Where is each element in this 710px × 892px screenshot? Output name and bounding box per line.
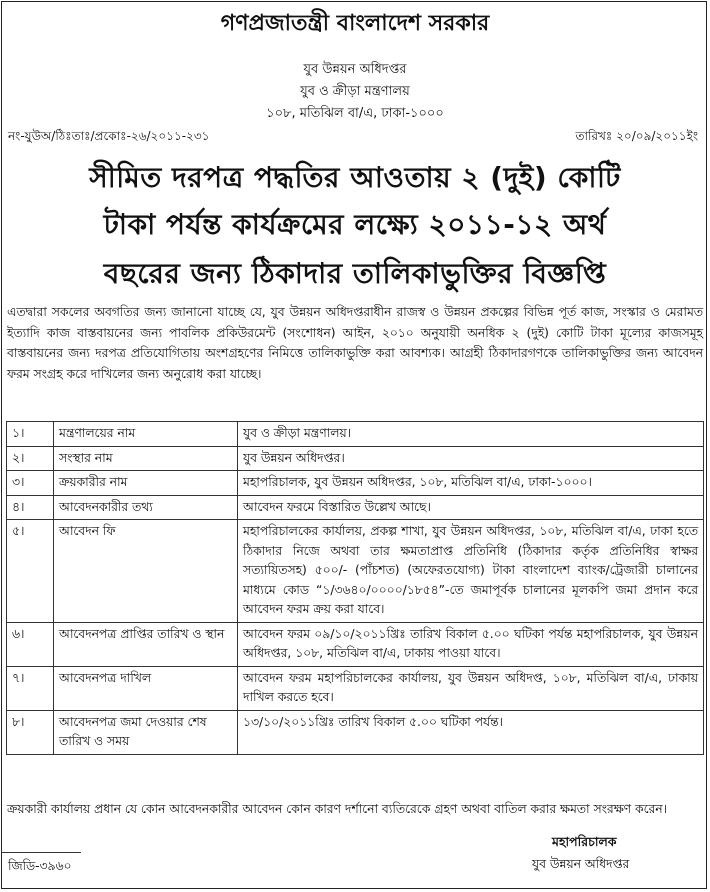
department-name: যুব উন্নয়ন অধিদপ্তর <box>303 62 407 77</box>
row-value: মহাপরিচালক, যুব উন্নয়ন অধিদপ্তর, ১০৮, মতিঝিল বা/এ, ঢাকা-১০০০। <box>238 471 704 496</box>
table-row <box>7 666 704 710</box>
notice-title-line-3: বছরের জন্য ঠিকাদার তালিকাভুক্তির বিজ্ঞপ্তি <box>103 257 607 290</box>
memo-number: নং-যুউঅ/ঠিঃতাঃ/প্রকোঃ-২৬/২০১১-২৩১ <box>8 129 210 143</box>
row-label: আবেদনপত্র দাখিল <box>54 666 238 710</box>
government-title: গণপ্রজাতন্ত্রী বাংলাদেশ সরকার <box>220 11 490 36</box>
row-label: আবেদনকারীর তথ্য <box>54 495 238 520</box>
notice-date: তারিখঃ ২০/০৯/২০১১ইং <box>575 129 698 143</box>
office-address: ১০৮, মতিঝিল বা/এ, ঢাকা-১০০০ <box>266 106 444 121</box>
table-row <box>7 520 704 623</box>
row-value: ১৩/১০/২০১১খ্রিঃ তারিখ বিকাল ৫.০০ ঘটিকা পর্যন্ত। <box>238 710 704 754</box>
closing-paragraph: ক্রয়কারী কার্যালয় প্রধান যে কোন আবেদনকারীর আবেদন কোন কারণ দর্শানো ব্যতিরেকে গ্রহণ অথবা বাতিল করার ক্ষমতা সংরক্ষণ করেন। <box>7 802 668 816</box>
notice-title-line-1: সীমিত দরপত্র পদ্ধতির আওতায় ২ (দুই) কোটি <box>89 161 621 194</box>
row-label: সংস্থার নাম <box>54 446 238 471</box>
table-row <box>7 622 704 666</box>
row-value: আবেদন ফরম ০৯/১০/২০১১খ্রিঃ তারিখ বিকাল ৫.০০ ঘটিকা পর্যন্ত মহাপরিচালক, যুব উন্নয়ন অধিদপ্তর, ১০৮, মতিঝিল বা/এ, ঢাকায় পাওয়া যাবে। <box>238 622 704 666</box>
row-label: ক্রয়কারীর নাম <box>54 471 238 496</box>
table-row <box>7 446 704 471</box>
row-serial: ১। <box>7 422 54 447</box>
row-label: মন্ত্রণালয়ের নাম <box>54 422 238 447</box>
signatory-office: যুব উন্নয়ন অধিদপ্তর <box>532 857 630 871</box>
row-value: যুব উন্নয়ন অধিদপ্তর। <box>238 446 704 471</box>
row-label: আবেদন ফি <box>54 520 238 623</box>
row-value: মহাপরিচালকের কার্যালয়, প্রকল্প শাখা, যুব উন্নয়ন অধিদপ্তর, ১০৮, মতিঝিল বা/এ, ঢাকা হতে ঠিকাদার নিজে অথবা তার ক্ষমতাপ্রাপ্ত প্রতিনিধি (ঠিকাদার কর্তৃক প্রতিনিধির স্বাক্ষর সত্যায়িতসহ) ৫০০/- (পাঁচশত) (অফেরতযোগ্য) টাকা বাংলাদেশ ব্যাংক/ট্রেজারী চালানের মাধ্যমে কোড “১/৩৬৪০/০০০০/১৮৫৪”-তে জমাপূর্বক চালানের মূলকপি জমা প্রদান করে আবেদন ফরম ক্রয় করা যাবে। <box>238 520 704 623</box>
row-value: আবেদন ফরম মহাপরিচালকের কার্যালয়, যুব উন্নয়ন অধিদপ্ত, ১০৮, মতিঝিল বা/এ, ঢাকায় দাখিল করতে হবে। <box>238 666 704 710</box>
gd-divider <box>1 852 81 853</box>
table-row <box>7 495 704 520</box>
row-serial: ৭। <box>7 666 54 710</box>
notice-title-line-2: টাকা পর্যন্ত কার্যক্রমের লক্ষ্যে ২০১১-১২ অর্থ <box>103 208 607 241</box>
row-value: যুব ও ক্রীড়া মন্ত্রণালয়। <box>238 422 704 447</box>
row-serial: ৪। <box>7 495 54 520</box>
row-serial: ৩। <box>7 471 54 496</box>
gd-number: জিডি-৩৯৬০ <box>8 859 72 873</box>
intro-paragraph: এতদ্বারা সকলের অবগতির জন্য জানানো যাচ্ছে যে, যুব উন্নয়ন অধিদপ্তরাধীন রাজস্ব ও উন্নয়ন প্রকল্পের বিভিন্ন পূর্ত কাজ, সংস্কার ও মেরামত ইত্যাদি কাজ বাস্তবায়নের জন্য পাবলিক প্রকিউরমেন্ট (সংশোধন) আইন, ২০১০ অনুযায়ী অনধিক ২ (দুই) কোটি টাকা মূল্যের কাজসমূহ বাস্তবায়নের জন্য দরপত্র প্রতিযোগিতায় অংশগ্রহণের নিমিত্তে তালিকাভুক্তি করা আবশ্যক। আগ্রহী ঠিকাদারগণকে তালিকাভুক্তির জন্য আবেদন ফরম সংগ্রহ করে দাখিলের জন্য অনুরোধ করা যাচ্ছে। <box>7 305 703 381</box>
row-serial: ৮। <box>7 710 54 754</box>
table-row <box>7 422 704 447</box>
ministry-name: যুব ও ক্রীড়া মন্ত্রণালয় <box>300 84 410 99</box>
row-label: আবেদনপত্র জমা দেওয়ার শেষ তারিখ ও সময় <box>54 710 238 754</box>
table-row <box>7 710 704 754</box>
row-value: আবেদন ফরমে বিস্তারিত উল্লেখ আছে। <box>238 495 704 520</box>
row-serial: ৫। <box>7 520 54 623</box>
row-serial: ৬। <box>7 622 54 666</box>
signatory-designation: মহাপরিচালক <box>552 834 617 849</box>
details-table <box>6 421 704 755</box>
table-row <box>7 471 704 496</box>
row-serial: ২। <box>7 446 54 471</box>
row-label: আবেদনপত্র প্রাপ্তির তারিখ ও স্থান <box>54 622 238 666</box>
